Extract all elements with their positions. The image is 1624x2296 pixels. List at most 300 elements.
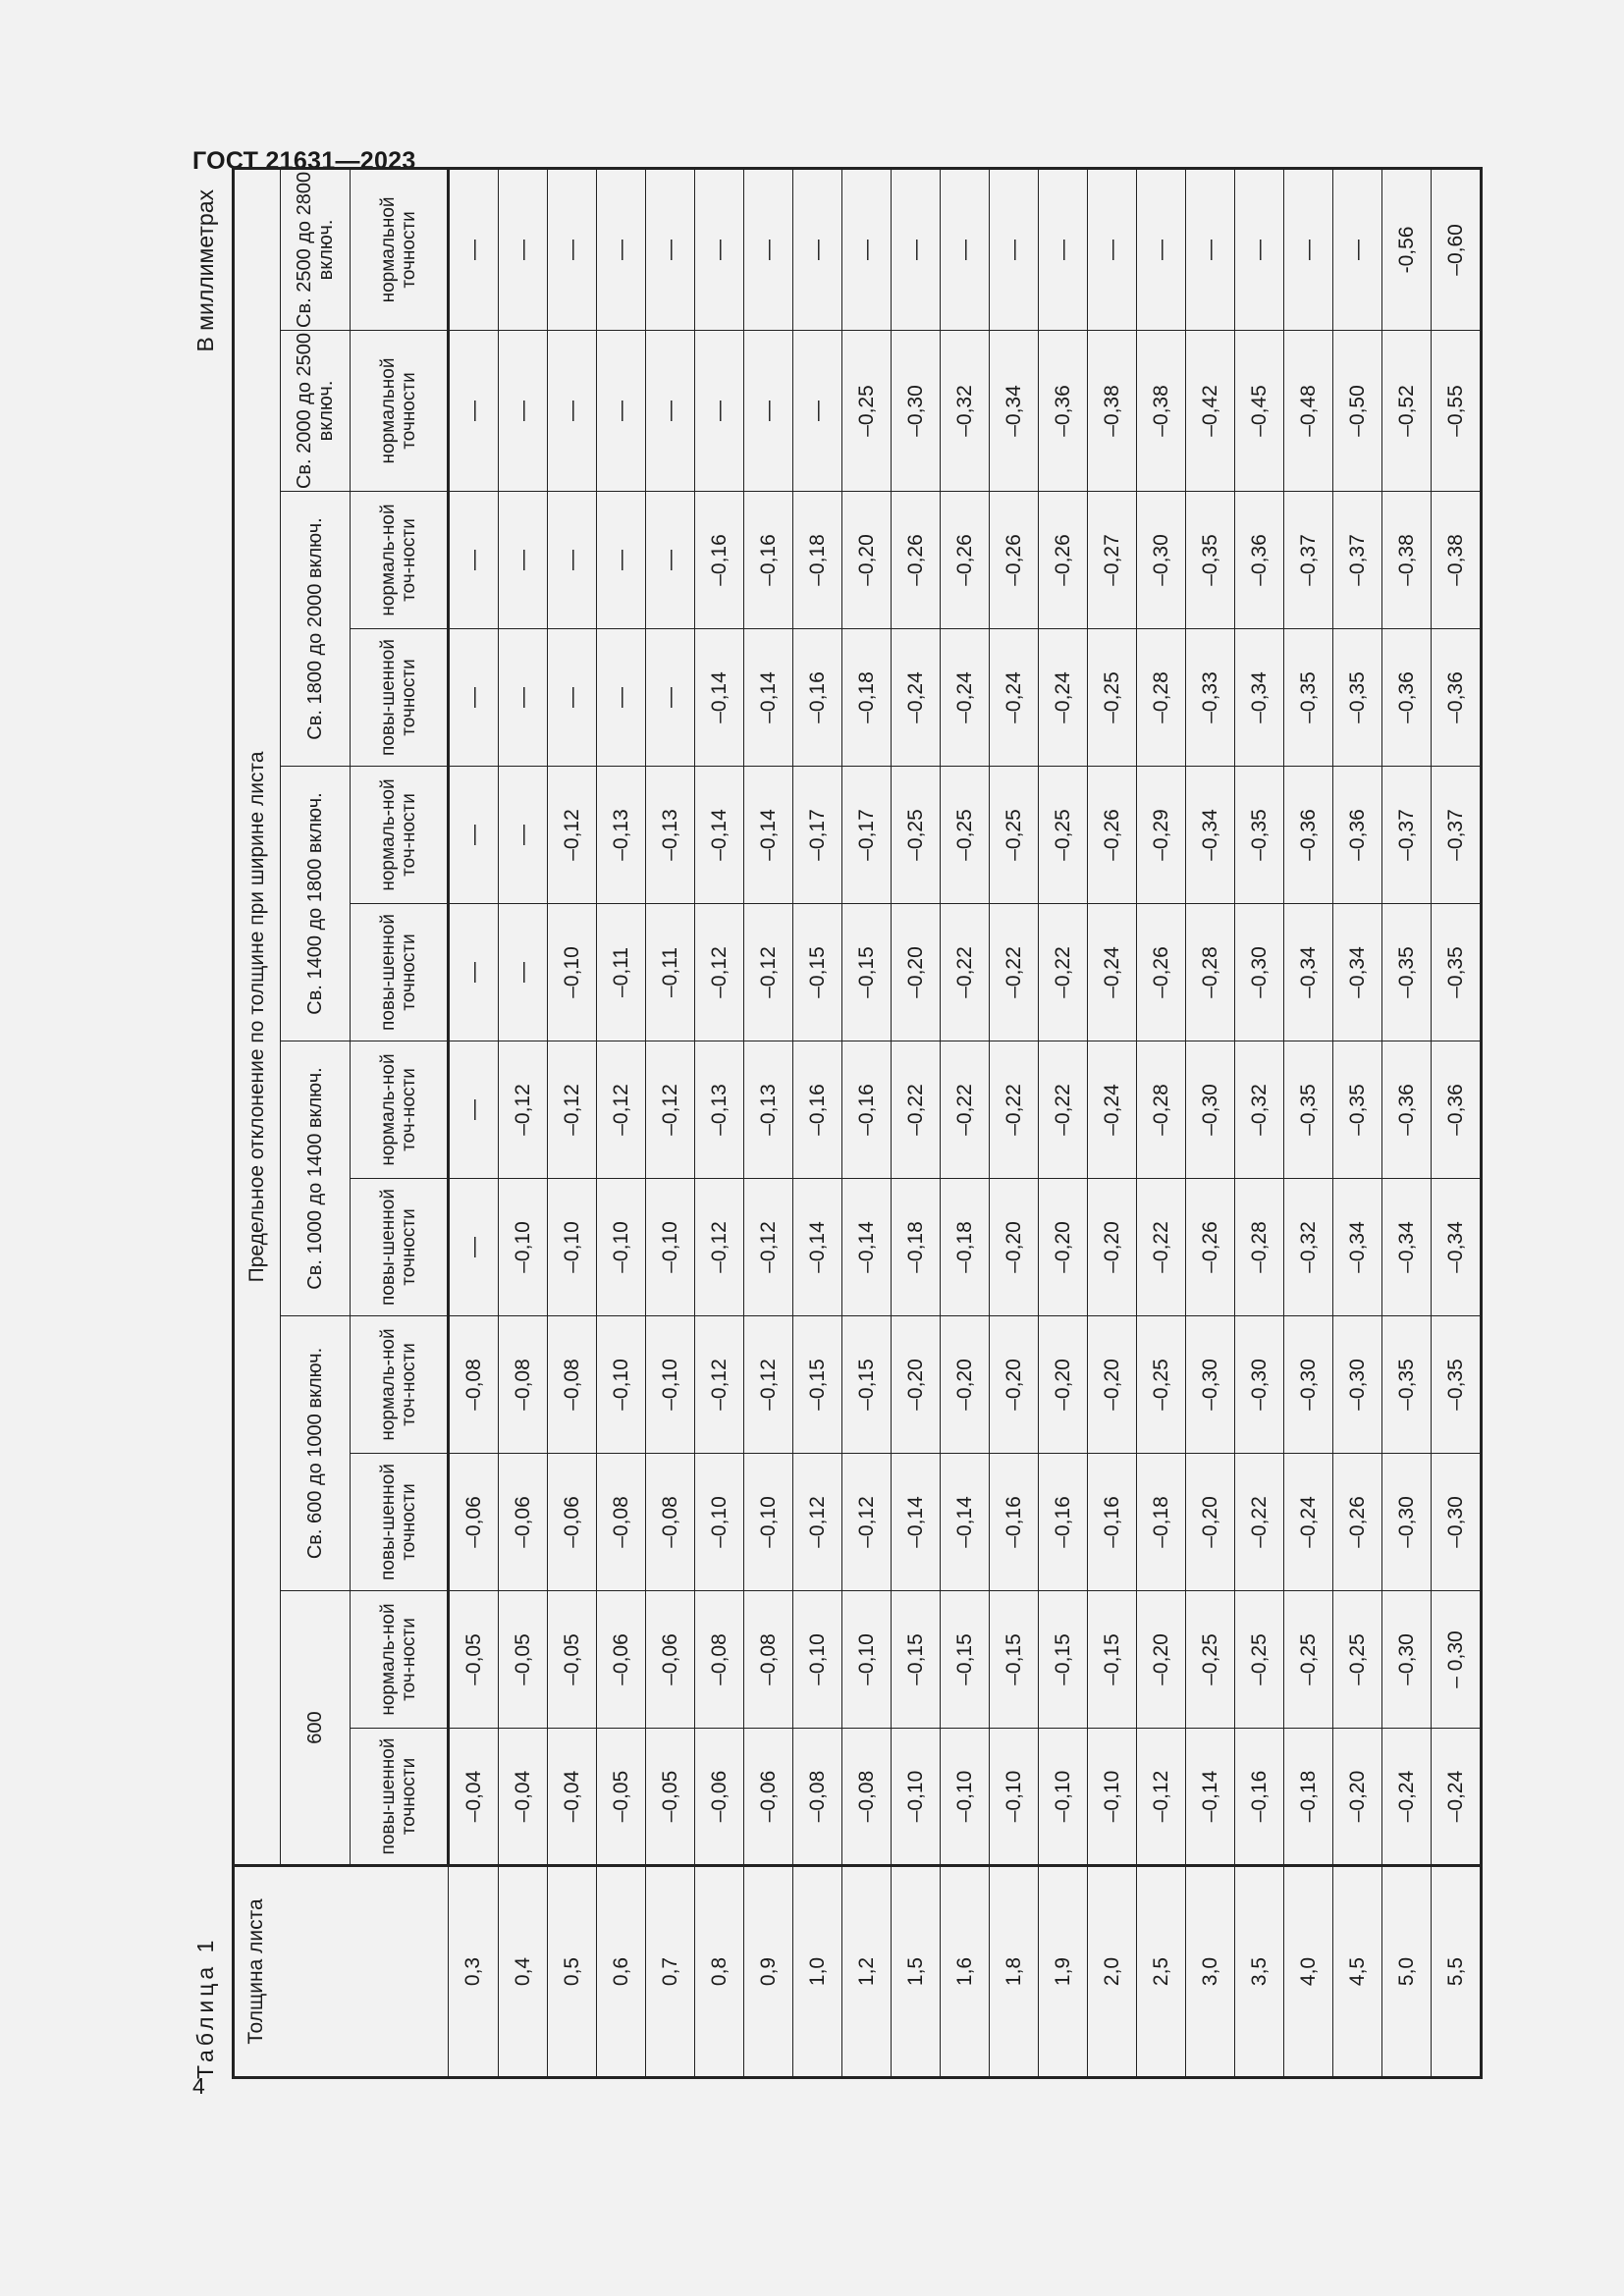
thickness-cell: 2,5 xyxy=(1137,1866,1186,2078)
deviation-cell: –0,10 xyxy=(597,1316,646,1454)
deviation-cell: –0,22 xyxy=(1137,1179,1186,1316)
deviation-cell: –0,20 xyxy=(842,492,892,629)
deviation-cell: — xyxy=(892,168,941,330)
deviation-cell: –0,10 xyxy=(941,1729,990,1866)
deviation-cell: –0,05 xyxy=(646,1729,695,1866)
thickness-cell: 2,0 xyxy=(1088,1866,1137,2078)
deviation-cell: –0,13 xyxy=(597,767,646,904)
deviation-cell: –0,42 xyxy=(1186,331,1235,492)
deviation-cell: — xyxy=(499,629,548,767)
deviation-cell: –0,15 xyxy=(842,904,892,1041)
deviation-cell: –0,05 xyxy=(597,1729,646,1866)
deviation-cell: –0,25 xyxy=(1333,1591,1382,1729)
units-note: В миллиметрах xyxy=(192,189,218,352)
deviation-cell: –0,34 xyxy=(990,331,1039,492)
deviation-cell: –0,37 xyxy=(1382,767,1432,904)
thickness-cell: 1,0 xyxy=(793,1866,842,2078)
deviation-cell: –0,06 xyxy=(744,1729,793,1866)
deviation-cell: –0,16 xyxy=(744,492,793,629)
deviation-cell: –0,25 xyxy=(1284,1591,1333,1729)
deviation-cell: –0,12 xyxy=(499,1041,548,1179)
deviation-cell: — xyxy=(449,492,499,629)
deviation-cell: –0,26 xyxy=(1088,767,1137,904)
deviation-cell: –0,38 xyxy=(1432,492,1482,629)
thickness-cell: 3,5 xyxy=(1235,1866,1284,2078)
deviation-cell: –0,35 xyxy=(1382,904,1432,1041)
deviation-cell: –0,25 xyxy=(1088,629,1137,767)
table-row xyxy=(1137,168,1186,2077)
deviation-cell: –0,05 xyxy=(548,1591,597,1729)
deviation-cell: –0,33 xyxy=(1186,629,1235,767)
deviation-cell: –0,30 xyxy=(1382,1591,1432,1729)
deviation-cell: –0,20 xyxy=(1088,1179,1137,1316)
deviation-cell: –0,25 xyxy=(941,767,990,904)
deviation-cell: –0,10 xyxy=(597,1179,646,1316)
deviation-cell: –0,06 xyxy=(499,1454,548,1591)
precision-header: повы-шенной точности xyxy=(351,1729,449,1866)
table-row xyxy=(1088,168,1137,2077)
deviation-cell: –0,26 xyxy=(892,492,941,629)
deviation-cell: –0,36 xyxy=(1039,331,1088,492)
deviation-cell: — xyxy=(548,629,597,767)
deviation-cell: –0,28 xyxy=(1186,904,1235,1041)
deviation-cell: –0,17 xyxy=(842,767,892,904)
deviation-cell: –0,24 xyxy=(1088,1041,1137,1179)
deviation-cell: — xyxy=(1039,168,1088,330)
deviation-cell: –0,45 xyxy=(1235,331,1284,492)
deviation-cell: –0,25 xyxy=(892,767,941,904)
deviation-cell: –0,32 xyxy=(1235,1041,1284,1179)
deviation-cell: –0,16 xyxy=(1039,1454,1088,1591)
deviation-cell: –0,55 xyxy=(1432,331,1482,492)
deviation-cell: –0,06 xyxy=(646,1591,695,1729)
deviation-cell: –0,11 xyxy=(597,904,646,1041)
deviation-cell: — xyxy=(499,331,548,492)
deviation-cell: –0,38 xyxy=(1088,331,1137,492)
deviation-cell: –0,16 xyxy=(842,1041,892,1179)
deviation-cell: –0,27 xyxy=(1088,492,1137,629)
deviation-cell: — xyxy=(1088,168,1137,330)
deviation-cell: –0,28 xyxy=(1137,629,1186,767)
table-row xyxy=(842,168,892,2077)
deviation-cell: –0,16 xyxy=(1235,1729,1284,1866)
deviation-cell: –0,20 xyxy=(1186,1454,1235,1591)
deviation-cell: –0,32 xyxy=(1284,1179,1333,1316)
deviation-cell: –0,24 xyxy=(1382,1729,1432,1866)
deviation-cell: — xyxy=(548,331,597,492)
deviation-cell: –0,14 xyxy=(892,1454,941,1591)
deviation-cell: –0,15 xyxy=(1088,1591,1137,1729)
deviation-cell: –0,12 xyxy=(695,904,744,1041)
deviation-cell: –0,35 xyxy=(1432,1316,1482,1454)
deviation-cell: –0,30 xyxy=(1186,1316,1235,1454)
table-row xyxy=(499,168,548,2077)
deviation-cell: –0,28 xyxy=(1137,1041,1186,1179)
deviation-cell: — xyxy=(842,168,892,330)
precision-header: повы-шенной точности xyxy=(351,904,449,1041)
deviation-cell: –0,10 xyxy=(646,1316,695,1454)
table-row xyxy=(449,168,499,2077)
table-row xyxy=(892,168,941,2077)
deviation-cell: –0,15 xyxy=(941,1591,990,1729)
deviation-cell: — xyxy=(1186,168,1235,330)
deviation-cell: –0,18 xyxy=(793,492,842,629)
deviation-cell: –0,34 xyxy=(1284,904,1333,1041)
thickness-cell: 1,8 xyxy=(990,1866,1039,2078)
document-header: ГОСТ 21631—2023 xyxy=(192,147,416,175)
deviation-cell: –0,20 xyxy=(892,1316,941,1454)
deviation-cell: — xyxy=(1333,168,1382,330)
deviation-cell: –0,28 xyxy=(1235,1179,1284,1316)
deviation-cell: –0,26 xyxy=(1039,492,1088,629)
deviation-cell: –0,10 xyxy=(842,1591,892,1729)
deviation-cell: –0,13 xyxy=(695,1041,744,1179)
deviation-cell: –0,08 xyxy=(793,1729,842,1866)
deviation-cell: –0,08 xyxy=(842,1729,892,1866)
deviation-cell: –0,11 xyxy=(646,904,695,1041)
deviation-cell: –0,10 xyxy=(793,1591,842,1729)
deviation-cell: –0,10 xyxy=(1039,1729,1088,1866)
deviation-cell: — xyxy=(597,168,646,330)
deviation-cell: –0,08 xyxy=(646,1454,695,1591)
deviation-cell: — xyxy=(449,331,499,492)
deviation-cell: –0,24 xyxy=(1039,629,1088,767)
deviation-cell: –0,08 xyxy=(744,1591,793,1729)
deviation-cell: –0,12 xyxy=(744,1179,793,1316)
precision-header: нормаль-ной точ-ности xyxy=(351,767,449,904)
deviation-cell: — xyxy=(744,331,793,492)
deviation-cell: –0,26 xyxy=(941,492,990,629)
deviation-cell: –0,04 xyxy=(499,1729,548,1866)
deviation-cell: –0,26 xyxy=(990,492,1039,629)
deviation-cell: –0,22 xyxy=(1039,1041,1088,1179)
thickness-cell: 1,2 xyxy=(842,1866,892,2078)
deviation-cell: –0,12 xyxy=(842,1454,892,1591)
deviation-cell: –0,16 xyxy=(793,629,842,767)
deviation-cell: — xyxy=(793,168,842,330)
thickness-cell: 1,6 xyxy=(941,1866,990,2078)
deviation-cell: — xyxy=(597,629,646,767)
deviation-cell: — xyxy=(793,331,842,492)
deviation-cell: –0,10 xyxy=(548,1179,597,1316)
deviation-cell: –0,35 xyxy=(1186,492,1235,629)
table-row xyxy=(990,168,1039,2077)
deviation-cell: –0,60 xyxy=(1432,168,1482,330)
deviation-cell: –0,10 xyxy=(1088,1729,1137,1866)
deviation-cell: –0,20 xyxy=(990,1316,1039,1454)
deviation-cell: –0,15 xyxy=(793,1316,842,1454)
precision-header: повы-шенной точности xyxy=(351,1179,449,1316)
thickness-cell: 0,3 xyxy=(449,1866,499,2078)
deviation-cell: –0,35 xyxy=(1333,629,1382,767)
deviation-cell: –0,36 xyxy=(1284,767,1333,904)
deviation-cell: –0,25 xyxy=(1137,1316,1186,1454)
deviation-cell: — xyxy=(941,168,990,330)
deviation-cell: –0,37 xyxy=(1432,767,1482,904)
rotated-table-block xyxy=(192,171,1467,2079)
deviation-cell: –0,37 xyxy=(1284,492,1333,629)
thickness-cell: 0,6 xyxy=(597,1866,646,2078)
deviation-cell: — xyxy=(695,168,744,330)
deviation-cell: –0,10 xyxy=(990,1729,1039,1866)
deviation-cell: –0,24 xyxy=(941,629,990,767)
deviation-cell: — xyxy=(695,331,744,492)
deviation-cell: — xyxy=(449,767,499,904)
deviation-cell: — xyxy=(1284,168,1333,330)
deviation-cell: –0,29 xyxy=(1137,767,1186,904)
width-group-header: Св. 2500 до 2800 включ. xyxy=(281,168,351,330)
deviation-cell: –0,12 xyxy=(548,767,597,904)
deviation-cell: –0,35 xyxy=(1333,1041,1382,1179)
deviation-cell: –0,34 xyxy=(1235,629,1284,767)
thickness-cell: 0,9 xyxy=(744,1866,793,2078)
width-group-header: Св. 600 до 1000 включ. xyxy=(281,1316,351,1591)
deviation-cell: –0,12 xyxy=(695,1316,744,1454)
deviation-cell: — xyxy=(1235,168,1284,330)
deviation-cell: –0,50 xyxy=(1333,331,1382,492)
deviation-cell: –0,10 xyxy=(892,1729,941,1866)
precision-header: повы-шенной точности xyxy=(351,629,449,767)
deviation-cell: — xyxy=(548,168,597,330)
deviation-cell: — xyxy=(449,904,499,1041)
deviation-cell: –0,15 xyxy=(842,1316,892,1454)
deviation-cell: –0,34 xyxy=(1432,1179,1482,1316)
thickness-header: Толщина листа xyxy=(234,1866,449,2078)
deviation-cell: –0,20 xyxy=(892,904,941,1041)
deviation-cell: –0,24 xyxy=(1284,1454,1333,1591)
deviation-cell: –0,08 xyxy=(449,1316,499,1454)
deviation-cell: –0,32 xyxy=(941,331,990,492)
deviation-cell: –0,18 xyxy=(842,629,892,767)
deviation-cell: –0,24 xyxy=(1088,904,1137,1041)
deviation-cell: –0,30 xyxy=(1432,1454,1482,1591)
thickness-cell: 3,0 xyxy=(1186,1866,1235,2078)
deviation-cell: — xyxy=(646,168,695,330)
deviation-cell: –0,12 xyxy=(695,1179,744,1316)
thickness-cell: 0,8 xyxy=(695,1866,744,2078)
table-row xyxy=(793,168,842,2077)
deviation-cell: –0,18 xyxy=(1284,1729,1333,1866)
thickness-cell: 1,9 xyxy=(1039,1866,1088,2078)
thickness-cell: 1,5 xyxy=(892,1866,941,2078)
deviation-cell: –0,12 xyxy=(597,1041,646,1179)
deviation-cell: –0,14 xyxy=(1186,1729,1235,1866)
deviation-cell: –0,25 xyxy=(842,331,892,492)
deviation-cell: –0,36 xyxy=(1382,629,1432,767)
deviation-cell: –0,34 xyxy=(1333,904,1382,1041)
deviation-cell: –0,20 xyxy=(941,1316,990,1454)
deviation-cell: –0,04 xyxy=(548,1729,597,1866)
deviation-cell: –0,30 xyxy=(1382,1454,1432,1591)
deviation-cell: –0,08 xyxy=(695,1591,744,1729)
table-caption: Таблица 1 xyxy=(192,1936,218,2079)
deviation-cell: –0,08 xyxy=(499,1316,548,1454)
width-group-header: Св. 1800 до 2000 включ. xyxy=(281,492,351,767)
deviation-cell: –0,22 xyxy=(892,1041,941,1179)
deviation-cell: –0,16 xyxy=(695,492,744,629)
deviation-cell: –0,06 xyxy=(695,1729,744,1866)
deviation-cell: –0,25 xyxy=(1235,1591,1284,1729)
deviation-cell: — xyxy=(499,767,548,904)
thickness-cell: 0,5 xyxy=(548,1866,597,2078)
deviation-cell: –0,12 xyxy=(646,1041,695,1179)
deviation-cell: –0,26 xyxy=(1186,1179,1235,1316)
deviation-cell: –0,20 xyxy=(990,1179,1039,1316)
deviation-cell: –0,20 xyxy=(1039,1316,1088,1454)
thickness-cell: 4,5 xyxy=(1333,1866,1382,2078)
deviation-cell: –0,24 xyxy=(990,629,1039,767)
deviation-cell: –0,06 xyxy=(548,1454,597,1591)
deviation-cell: –0,16 xyxy=(1088,1454,1137,1591)
deviation-cell: — xyxy=(449,1179,499,1316)
deviation-cell: –0,08 xyxy=(597,1454,646,1591)
deviation-cell: –0,20 xyxy=(1333,1729,1382,1866)
deviation-cell: –0,34 xyxy=(1333,1179,1382,1316)
deviation-cell: –0,22 xyxy=(990,904,1039,1041)
deviation-cell: — xyxy=(499,168,548,330)
deviation-cell: –0,13 xyxy=(744,1041,793,1179)
deviation-cell: –0,18 xyxy=(1137,1454,1186,1591)
precision-header: нормаль-ной точ-ности xyxy=(351,1041,449,1179)
table-row xyxy=(597,168,646,2077)
deviation-cell: –0,12 xyxy=(548,1041,597,1179)
deviation-cell: –0,26 xyxy=(1137,904,1186,1041)
deviation-cell: –0,25 xyxy=(1186,1591,1235,1729)
thickness-cell: 5,5 xyxy=(1432,1866,1482,2078)
thickness-cell: 0,4 xyxy=(499,1866,548,2078)
table-row xyxy=(1235,168,1284,2077)
deviation-cell: –0,15 xyxy=(793,904,842,1041)
deviation-cell: –0,36 xyxy=(1333,767,1382,904)
table-row xyxy=(695,168,744,2077)
deviation-cell: — xyxy=(449,629,499,767)
precision-header: нормаль-ной точ-ности xyxy=(351,1316,449,1454)
deviation-cell: — xyxy=(499,904,548,1041)
table-row xyxy=(1284,168,1333,2077)
deviation-cell: –0,20 xyxy=(1088,1316,1137,1454)
table-row xyxy=(1186,168,1235,2077)
deviation-cell: –0,12 xyxy=(1137,1729,1186,1866)
precision-header: нормаль-ной точ-ности xyxy=(351,492,449,629)
deviation-cell: –0,22 xyxy=(941,1041,990,1179)
deviation-cell: –0,06 xyxy=(449,1454,499,1591)
deviation-cell: –0,05 xyxy=(449,1591,499,1729)
deviation-cell: –0,24 xyxy=(1432,1729,1482,1866)
table-row xyxy=(1382,168,1432,2077)
deviation-cell: –0,30 xyxy=(1235,1316,1284,1454)
deviation-cell: –0,10 xyxy=(646,1179,695,1316)
deviation-cell: –0,12 xyxy=(793,1454,842,1591)
deviation-cell: — xyxy=(449,168,499,330)
deviation-cell: –0,05 xyxy=(499,1591,548,1729)
deviation-cell: –0,30 xyxy=(1333,1316,1382,1454)
deviation-cell: –0,35 xyxy=(1284,629,1333,767)
deviation-cell: –0,30 xyxy=(1137,492,1186,629)
deviation-cell: –0,12 xyxy=(744,1316,793,1454)
thickness-cell: 5,0 xyxy=(1382,1866,1432,2078)
table-row xyxy=(941,168,990,2077)
width-group-header: Св. 1400 до 1800 включ. xyxy=(281,767,351,1041)
deviation-cell: –0,30 xyxy=(1235,904,1284,1041)
deviation-cell: –0,30 xyxy=(892,331,941,492)
table-row xyxy=(548,168,597,2077)
deviation-cell: –0,10 xyxy=(695,1454,744,1591)
precision-header: нормальной точности xyxy=(351,168,449,330)
deviation-cell: –0,14 xyxy=(695,629,744,767)
width-group-header: Св. 1000 до 1400 включ. xyxy=(281,1041,351,1316)
deviation-cell: –0,20 xyxy=(1039,1179,1088,1316)
deviation-cell: –0,20 xyxy=(1137,1591,1186,1729)
deviation-cell: –0,15 xyxy=(990,1591,1039,1729)
deviation-cell: –0,15 xyxy=(1039,1591,1088,1729)
thickness-cell: 0,7 xyxy=(646,1866,695,2078)
table-row xyxy=(1333,168,1382,2077)
deviation-cell: –0,36 xyxy=(1235,492,1284,629)
deviation-cell: –0,18 xyxy=(892,1179,941,1316)
precision-header: нормаль-ной точ-ности xyxy=(351,1591,449,1729)
thickness-cell: 4,0 xyxy=(1284,1866,1333,2078)
tolerance-table xyxy=(232,167,1483,2079)
table-row xyxy=(1039,168,1088,2077)
width-group-header: Св. 2000 до 2500 включ. xyxy=(281,331,351,492)
deviation-cell: –0,13 xyxy=(646,767,695,904)
page-number: 4 xyxy=(192,2073,205,2099)
deviation-cell: –0,30 xyxy=(1284,1316,1333,1454)
deviation-cell: –0,22 xyxy=(1039,904,1088,1041)
table-row xyxy=(744,168,793,2077)
deviation-cell: –0,48 xyxy=(1284,331,1333,492)
deviation-cell: — xyxy=(597,331,646,492)
precision-header: нормальной точности xyxy=(351,331,449,492)
deviation-cell: –0,18 xyxy=(941,1179,990,1316)
deviation-cell: –0,14 xyxy=(744,767,793,904)
table-row xyxy=(646,168,695,2077)
deviation-group-header: Предельное отклонение по толщине при ширине листа xyxy=(234,168,281,1865)
deviation-cell: –0,30 xyxy=(1186,1041,1235,1179)
deviation-cell: –0,16 xyxy=(990,1454,1039,1591)
deviation-cell: — xyxy=(646,629,695,767)
table-row xyxy=(1432,168,1482,2077)
deviation-cell: –0,38 xyxy=(1137,331,1186,492)
deviation-cell: –0,14 xyxy=(842,1179,892,1316)
deviation-cell: –0,37 xyxy=(1333,492,1382,629)
deviation-cell: –0,16 xyxy=(793,1041,842,1179)
deviation-cell: –0,34 xyxy=(1186,767,1235,904)
precision-header: повы-шенной точности xyxy=(351,1454,449,1591)
deviation-cell: –0,36 xyxy=(1432,1041,1482,1179)
deviation-cell: –0,04 xyxy=(449,1729,499,1866)
deviation-cell: –0,34 xyxy=(1382,1179,1432,1316)
deviation-cell: — xyxy=(499,492,548,629)
deviation-cell: –0,25 xyxy=(1039,767,1088,904)
deviation-cell: –0,35 xyxy=(1235,767,1284,904)
deviation-cell: -0,56 xyxy=(1382,168,1432,330)
deviation-cell: — xyxy=(744,168,793,330)
deviation-cell: –0,10 xyxy=(744,1454,793,1591)
deviation-cell: –0,10 xyxy=(548,904,597,1041)
deviation-cell: –0,22 xyxy=(941,904,990,1041)
deviation-cell: –0,36 xyxy=(1432,629,1482,767)
deviation-cell: –0,08 xyxy=(548,1316,597,1454)
deviation-cell: –0,36 xyxy=(1382,1041,1432,1179)
deviation-cell: –0,14 xyxy=(695,767,744,904)
deviation-cell: — xyxy=(990,168,1039,330)
deviation-cell: — xyxy=(646,492,695,629)
deviation-cell: –0,35 xyxy=(1382,1316,1432,1454)
deviation-cell: –0,35 xyxy=(1432,904,1482,1041)
deviation-cell: –0,52 xyxy=(1382,331,1432,492)
deviation-cell: –0,14 xyxy=(941,1454,990,1591)
